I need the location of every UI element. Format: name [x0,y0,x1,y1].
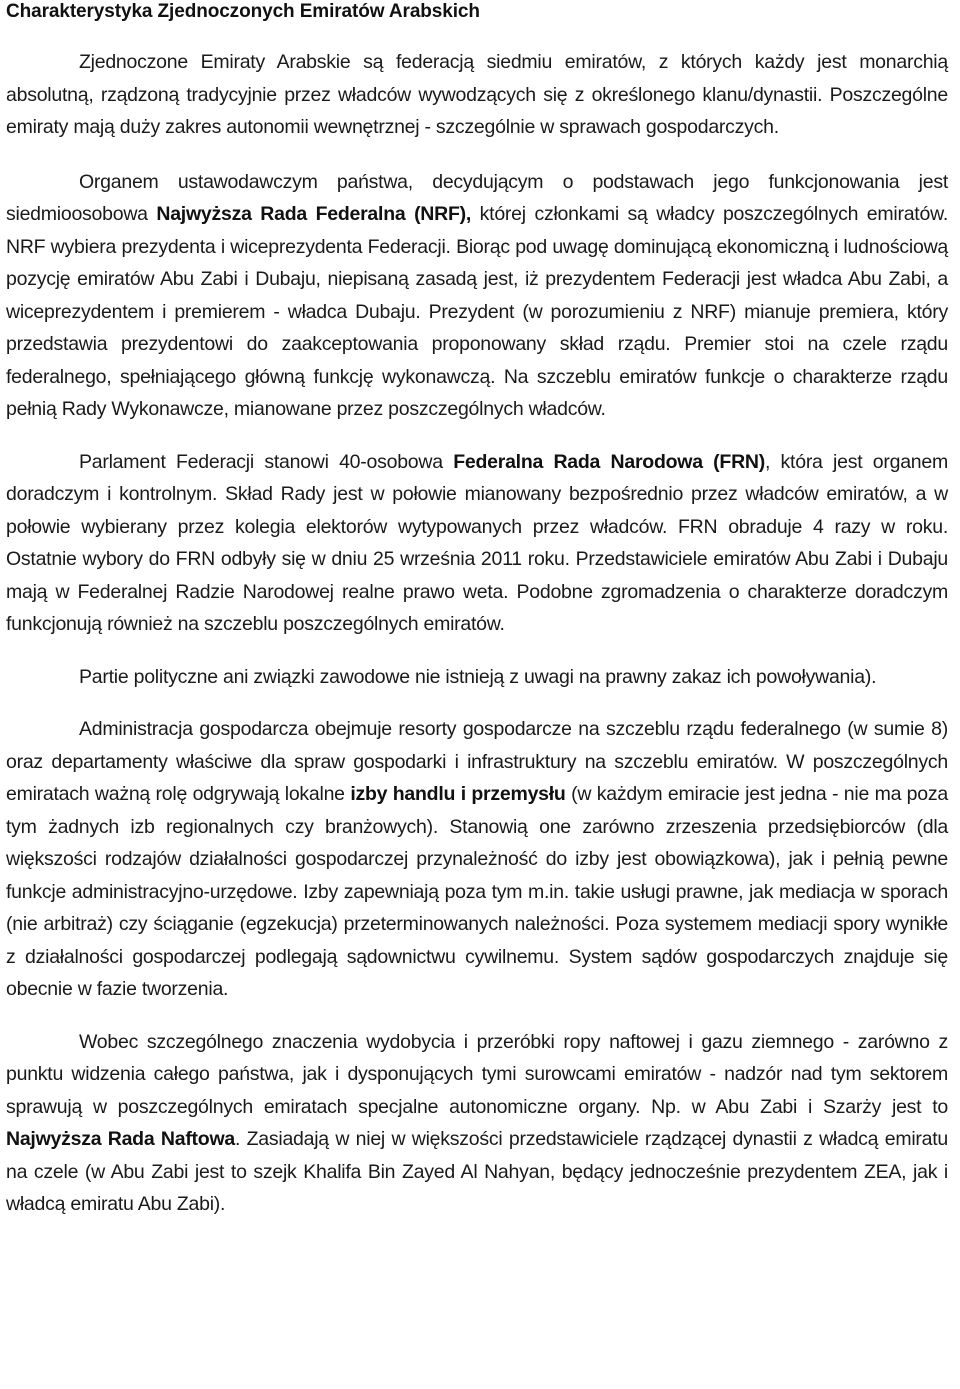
paragraph-parliament [6,446,948,641]
bold-term: Najwyższa Rada Federalna (NRF), [156,203,472,225]
text-run: Partie polityczne ani związki zawodowe nie istnieją z uwagi na prawny zakaz ich powoływania). [79,665,877,688]
bold-term: Najwyższa Rada Naftowa [6,1128,235,1150]
bold-term: izby handlu i przemysłu [350,783,566,805]
paragraph-economic-administration [6,713,948,1006]
paragraph-political-parties [6,661,948,694]
text-run: Wobec szczególnego znaczenia wydobycia i przeróbki ropy naftowej i gazu ziemnego - zarówno z punktu widzenia całego państwa, jak i dysponujących tymi surowcami emiratów - nadzór nad tym sektorem sprawują w poszczególnych emiratach specjalne autonomiczne organy. Np. w Abu Zabi i Szarży jest to [6,1030,948,1118]
paragraph-legislative-body [6,166,948,426]
paragraph-federation [6,46,948,144]
document-title: Charakterystyka Zjednoczonych Emiratów Arabskich [6,1,480,22]
text-run: Organem ustawodawczym państwa, decydującym o podstawach jego funkcjonowania jest siedmioosobowa [6,170,948,225]
text-run: Administracja gospodarcza obejmuje resorty gospodarcze na szczeblu rządu federalnego (w sumie 8) oraz departamenty właściwe dla spraw gospodarki i infrastruktury na szczeblu emiratów. W poszczególnych emiratach ważną rolę odgrywają lokalne [6,718,948,805]
text-run: , która jest organem doradczym i kontrolnym. Skład Rady jest w połowie mianowany bezpośrednio przez władców emiratów, a w połowie wybierany przez kolegia elektorów wytypowanych przez władców. FRN obraduje 4 razy w roku. Ostatnie wybory do FRN odbyły się w dniu 25 września 2011 roku. Przedstawiciele emiratów Abu Zabi i Dubaju mają w Federalnej Radzie Narodowej realne prawo weta. Podobne zgromadzenia o charakterze doradczym funkcjonują również na szczeblu poszczególnych emiratów. [6,450,948,635]
text-run: . Zasiadają w niej w większości przedstawiciele rządzącej dynastii z władcą emiratu na czele (w Abu Zabi jest to szejk Khalifa Bin Zayed Al Nahyan, będący jednocześnie prezydentem ZEA, jak i władcą emiratu Abu Zabi). [6,1128,949,1215]
bold-term: Federalna Rada Narodowa (FRN) [453,450,765,473]
text-run: której członkami są władcy poszczególnych emiratów. NRF wybiera prezydenta i wiceprezydenta Federacji. Biorąc pod uwagę dominującą ekonomiczną i ludnościową pozycję emiratów Abu Zabi i Dubaju, niepisaną zasadą jest, iż prezydentem Federacji jest władca Abu Zabi, a wiceprezydentem i premierem - władca Dubaju. Prezydent (w porozumieniu z NRF) mianuje premiera, który przedstawia prezydentowi do zaakceptowania proponowany skład rządu. Premier stoi na czele rządu federalnego, spełniającego główną funkcję wykonawczą. Na szczeblu emiratów funkcje o charakterze rządu pełnią Rady Wykonawcze, mianowane przez poszczególnych władców. [6,203,948,420]
text-run: (w każdym emiracie jest jedna - nie ma poza tym żadnych izb regionalnych czy branżowych). Stanowią one zarówno zrzeszenia przedsiębiorców (dla większości rodzajów działalności gospodarczej przynależność do izby jest obowiązkowa), jak i pełnią pewne funkcje administracyjno-urzędowe. Izby zapewniają poza tym m.in. takie usługi prawne, jak mediacja w sporach (nie arbitraż) czy ściąganie (egzekucja) przeterminowanych należności. Poza systemem mediacji spory wynikłe z działalności gospodarczej podlegają sądownictwu cywilnemu. System sądów gospodarczych znajduje się obecnie w fazie tworzenia. [6,783,948,1000]
text-run: Parlament Federacji stanowi 40-osobowa [79,450,454,473]
paragraph-oil-sector [6,1026,948,1221]
text-run: Zjednoczone Emiraty Arabskie są federacją siedmiu emiratów, z których każdy jest monarchią absolutną, rządzoną tradycyjnie przez władców wywodzących się z określonego klanu/dynastii. Poszczególne emiraty mają duży zakres autonomii wewnętrznej - szczególnie w sprawach gospodarczych. [6,51,948,138]
